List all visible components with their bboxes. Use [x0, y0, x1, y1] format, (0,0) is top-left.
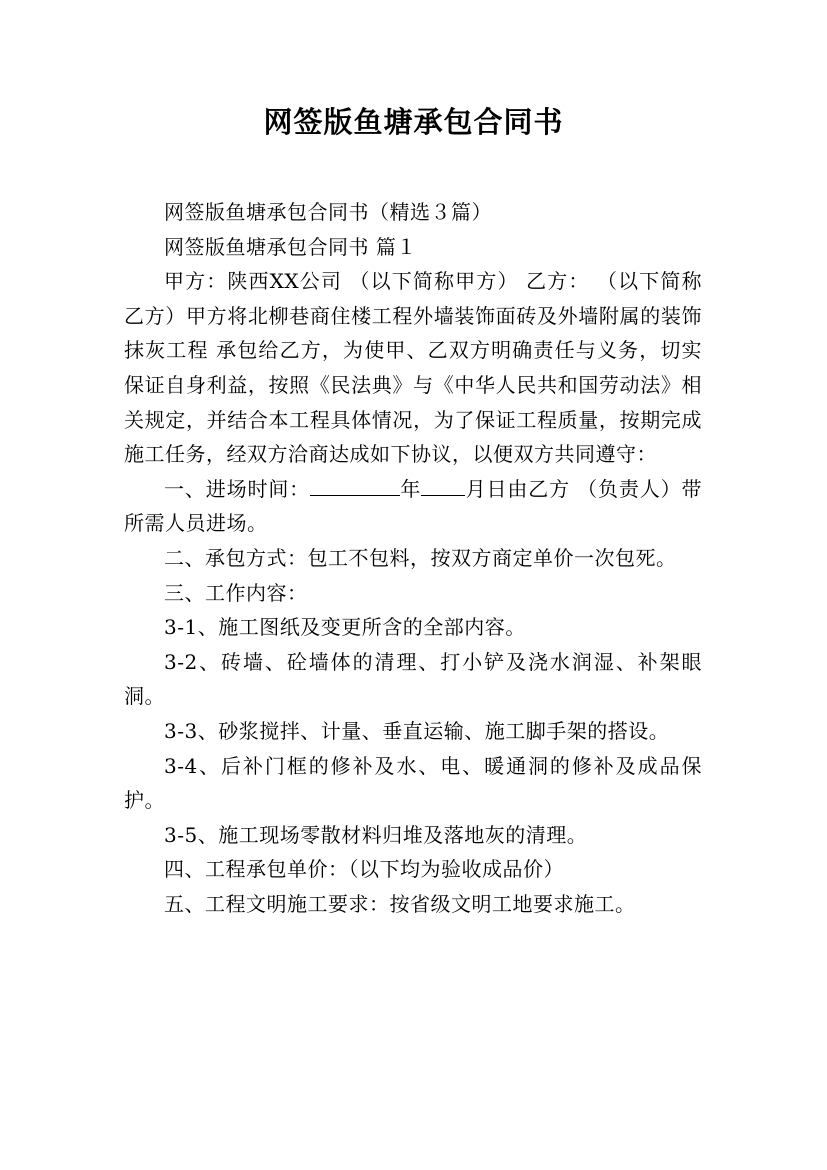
subtitle-line: 网签版鱼塘承包合同书（精选３篇）: [164, 200, 492, 224]
clause-work-content: 三、工作内容：: [164, 580, 308, 605]
clause-contract-method: 二、承包方式：包工不包料，按双方商定单价一次包死。: [164, 545, 677, 570]
clause-entry-time: [124, 472, 702, 541]
section-heading: 网签版鱼塘承包合同书 篇１: [164, 234, 417, 259]
work-item-3-1: 3-1、施工图纸及变更所含的全部内容。: [164, 615, 526, 640]
document-title: 网签版鱼塘承包合同书: [263, 105, 564, 139]
clause-entry-prefix: 一、进场时间：: [164, 476, 311, 501]
document-body: [124, 195, 702, 921]
work-item-3-4: 3-4、后补门框的修补及水、电、暖通洞的修补及成品保护。: [124, 753, 702, 813]
preamble-paragraph: 甲方：陕西XX公司 （以下简称甲方） 乙方： （以下简称乙方）甲方将北柳巷商住楼工程外墙装饰面砖及外墙附属的装饰抹灰工程 承包给乙方，为使甲、乙双方明确责任与义务，切实保证自身利益，按照《民法典》与《中华人民共和国劳动法》相关规定，并结合本工程具体情况，为了保证工程质量，按期完成施工任务，经双方洽商达成如下协议，以便双方共同遵守：: [124, 269, 702, 467]
work-item-3-3: 3-3、砂浆搅拌、计量、垂直运输、施工脚手架的搭设。: [164, 718, 670, 743]
clause-entry-rest: 月日由乙方 （负责人）带所需人员进场。: [124, 476, 703, 536]
clause-civilized-construction: 五、工程文明施工要求：按省级文明工地要求施工。: [164, 891, 636, 916]
clause-unit-price: 四、工程承包单价：（以下均为验收成品价）: [164, 857, 564, 882]
blank-year-field: [310, 475, 400, 496]
work-item-3-2: 3-2、砖墙、砼墙体的清理、打小铲及浇水润湿、补架眼洞。: [124, 649, 702, 709]
blank-month-field: [421, 475, 465, 496]
work-item-3-5: 3-5、施工现场零散材料归堆及落地灰的清理。: [164, 822, 588, 847]
year-unit: 年: [400, 476, 422, 501]
